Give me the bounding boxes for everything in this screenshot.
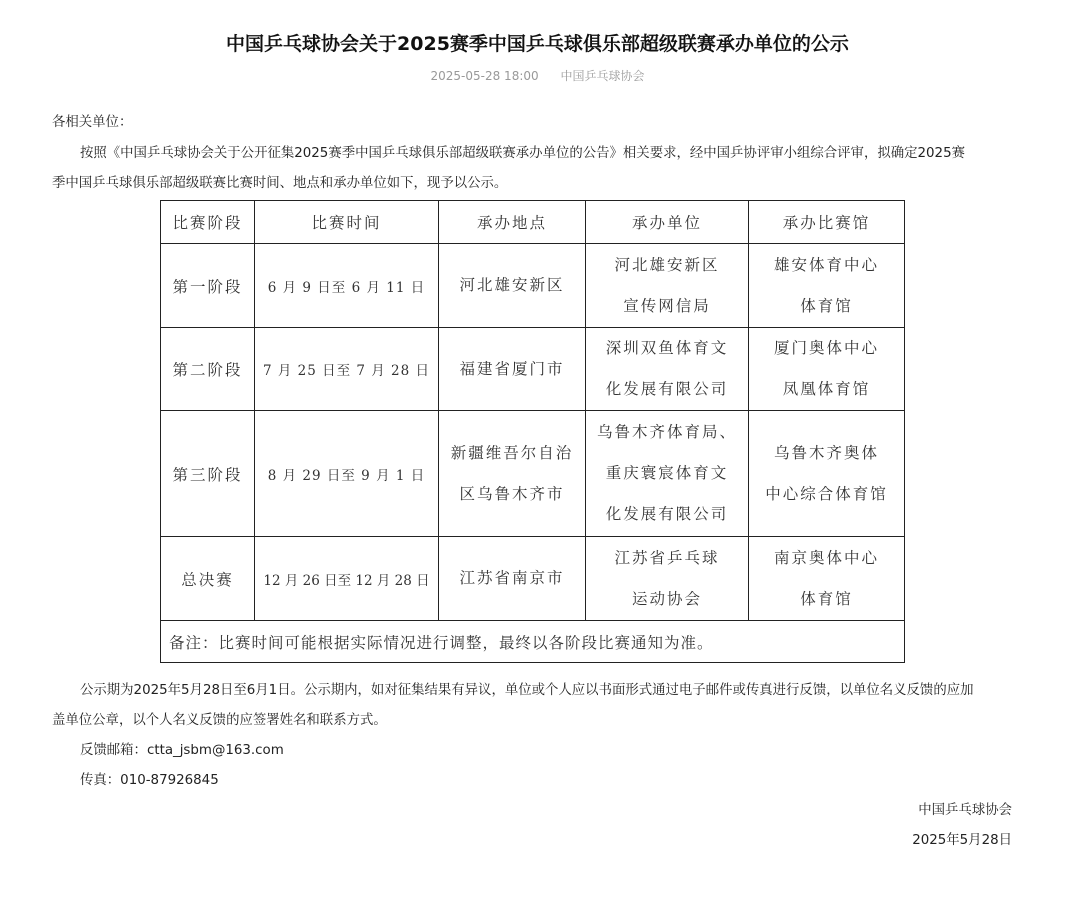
header-cell: 比赛时间: [255, 201, 439, 244]
time-cell: 12 月 26 日至 12 月 28 日: [255, 537, 439, 621]
venue-line: 体育馆: [800, 296, 853, 315]
org-line: 化发展有限公司: [605, 380, 729, 398]
header-cell: 承办比赛馆: [749, 201, 905, 244]
venue-line: 凤凰体育馆: [782, 380, 871, 398]
org-line: 乌鲁木齐体育局、: [596, 423, 737, 441]
org-line: 江苏省乒乓球: [614, 548, 720, 567]
venue-line: 乌鲁木齐奥体: [773, 443, 879, 462]
publish-source: 中国乒乓球协会: [560, 69, 645, 83]
header-cell: 承办地点: [439, 201, 586, 244]
salutation: 各相关单位：: [52, 115, 133, 130]
org-line: 运动协会: [631, 589, 702, 608]
place-line: 新疆维吾尔自治: [450, 443, 574, 462]
schedule-table: [160, 200, 905, 663]
intro-paragraph-line2: 季中国乒乓球俱乐部超级联赛比赛时间、地点和承办单位如下，现予以公示。: [52, 176, 508, 191]
org-line: 宣传网信局: [623, 296, 711, 315]
venue-cell: [749, 411, 905, 537]
feedback-fax: 传真：010-87926845: [80, 773, 219, 788]
venue-line: 南京奥体中心: [773, 548, 879, 567]
intro-paragraph-line1: 按照《中国乒乓球协会关于公开征集2025赛季中国乒乓球俱乐部超级联赛承办单位的公告》相关要求，经中国乒协评审小组综合评审，拟确定2025赛: [80, 146, 965, 161]
place-line: 江苏省南京市: [459, 569, 565, 587]
stage-cell: 总决赛: [161, 537, 255, 621]
place-cell: [439, 328, 586, 411]
place-cell: [439, 411, 586, 537]
place-cell: [439, 537, 586, 621]
org-line: 重庆寰宸体育文: [605, 464, 729, 482]
header-cell: 比赛阶段: [161, 201, 255, 244]
stage-cell: 第二阶段: [161, 328, 255, 411]
time-cell: 6 月 9 日至 6 月 11 日: [255, 244, 439, 328]
page-title: 中国乒乓球协会关于2025赛季中国乒乓球俱乐部超级联赛承办单位的公示: [226, 33, 849, 55]
table-note-row: [161, 621, 905, 663]
table-header-row: [161, 201, 905, 244]
table-row: [161, 244, 905, 328]
org-cell: [586, 411, 749, 537]
venue-line: 中心综合体育馆: [765, 484, 888, 503]
venue-line: 厦门奥体中心: [773, 339, 879, 357]
place-line: 福建省厦门市: [459, 359, 565, 378]
venue-cell: [749, 328, 905, 411]
stage-cell: 第一阶段: [161, 244, 255, 328]
venue-cell: [749, 537, 905, 621]
article-meta: [0, 67, 1075, 84]
table-row: [161, 328, 905, 411]
publish-datetime: 2025-05-28 18:00: [430, 69, 539, 83]
table-row: [161, 411, 905, 537]
org-cell: [586, 537, 749, 621]
time-cell: 8 月 29 日至 9 月 1 日: [255, 411, 439, 537]
time-cell: 7 月 25 日至 7 月 28 日: [255, 328, 439, 411]
org-line: 深圳双鱼体育文: [605, 339, 729, 357]
place-line: 区乌鲁木齐市: [459, 484, 565, 503]
org-line: 河北雄安新区: [614, 255, 720, 274]
period-paragraph-line1: 公示期为2025年5月28日至6月1日。公示期内，如对征集结果有异议，单位或个人应以书面形式通过电子邮件或传真进行反馈，以单位名义反馈的应加: [80, 683, 974, 698]
table-row: [161, 537, 905, 621]
venue-cell: [749, 244, 905, 328]
org-line: 化发展有限公司: [605, 505, 729, 523]
org-cell: [586, 328, 749, 411]
stage-cell: 第三阶段: [161, 411, 255, 537]
venue-line: 体育馆: [800, 589, 853, 608]
org-cell: [586, 244, 749, 328]
signature-date: 2025年5月28日: [912, 833, 1012, 848]
header-cell: 承办单位: [586, 201, 749, 244]
note-cell: 备注：比赛时间可能根据实际情况进行调整，最终以各阶段比赛通知为准。: [161, 621, 905, 663]
place-line: 河北雄安新区: [459, 276, 565, 294]
signature-org: 中国乒乓球协会: [918, 803, 1012, 818]
period-paragraph-line2: 盖单位公章，以个人名义反馈的应签署姓名和联系方式。: [52, 713, 387, 728]
place-cell: [439, 244, 586, 328]
feedback-email: 反馈邮箱：ctta_jsbm@163.com: [80, 743, 284, 758]
venue-line: 雄安体育中心: [773, 255, 879, 274]
